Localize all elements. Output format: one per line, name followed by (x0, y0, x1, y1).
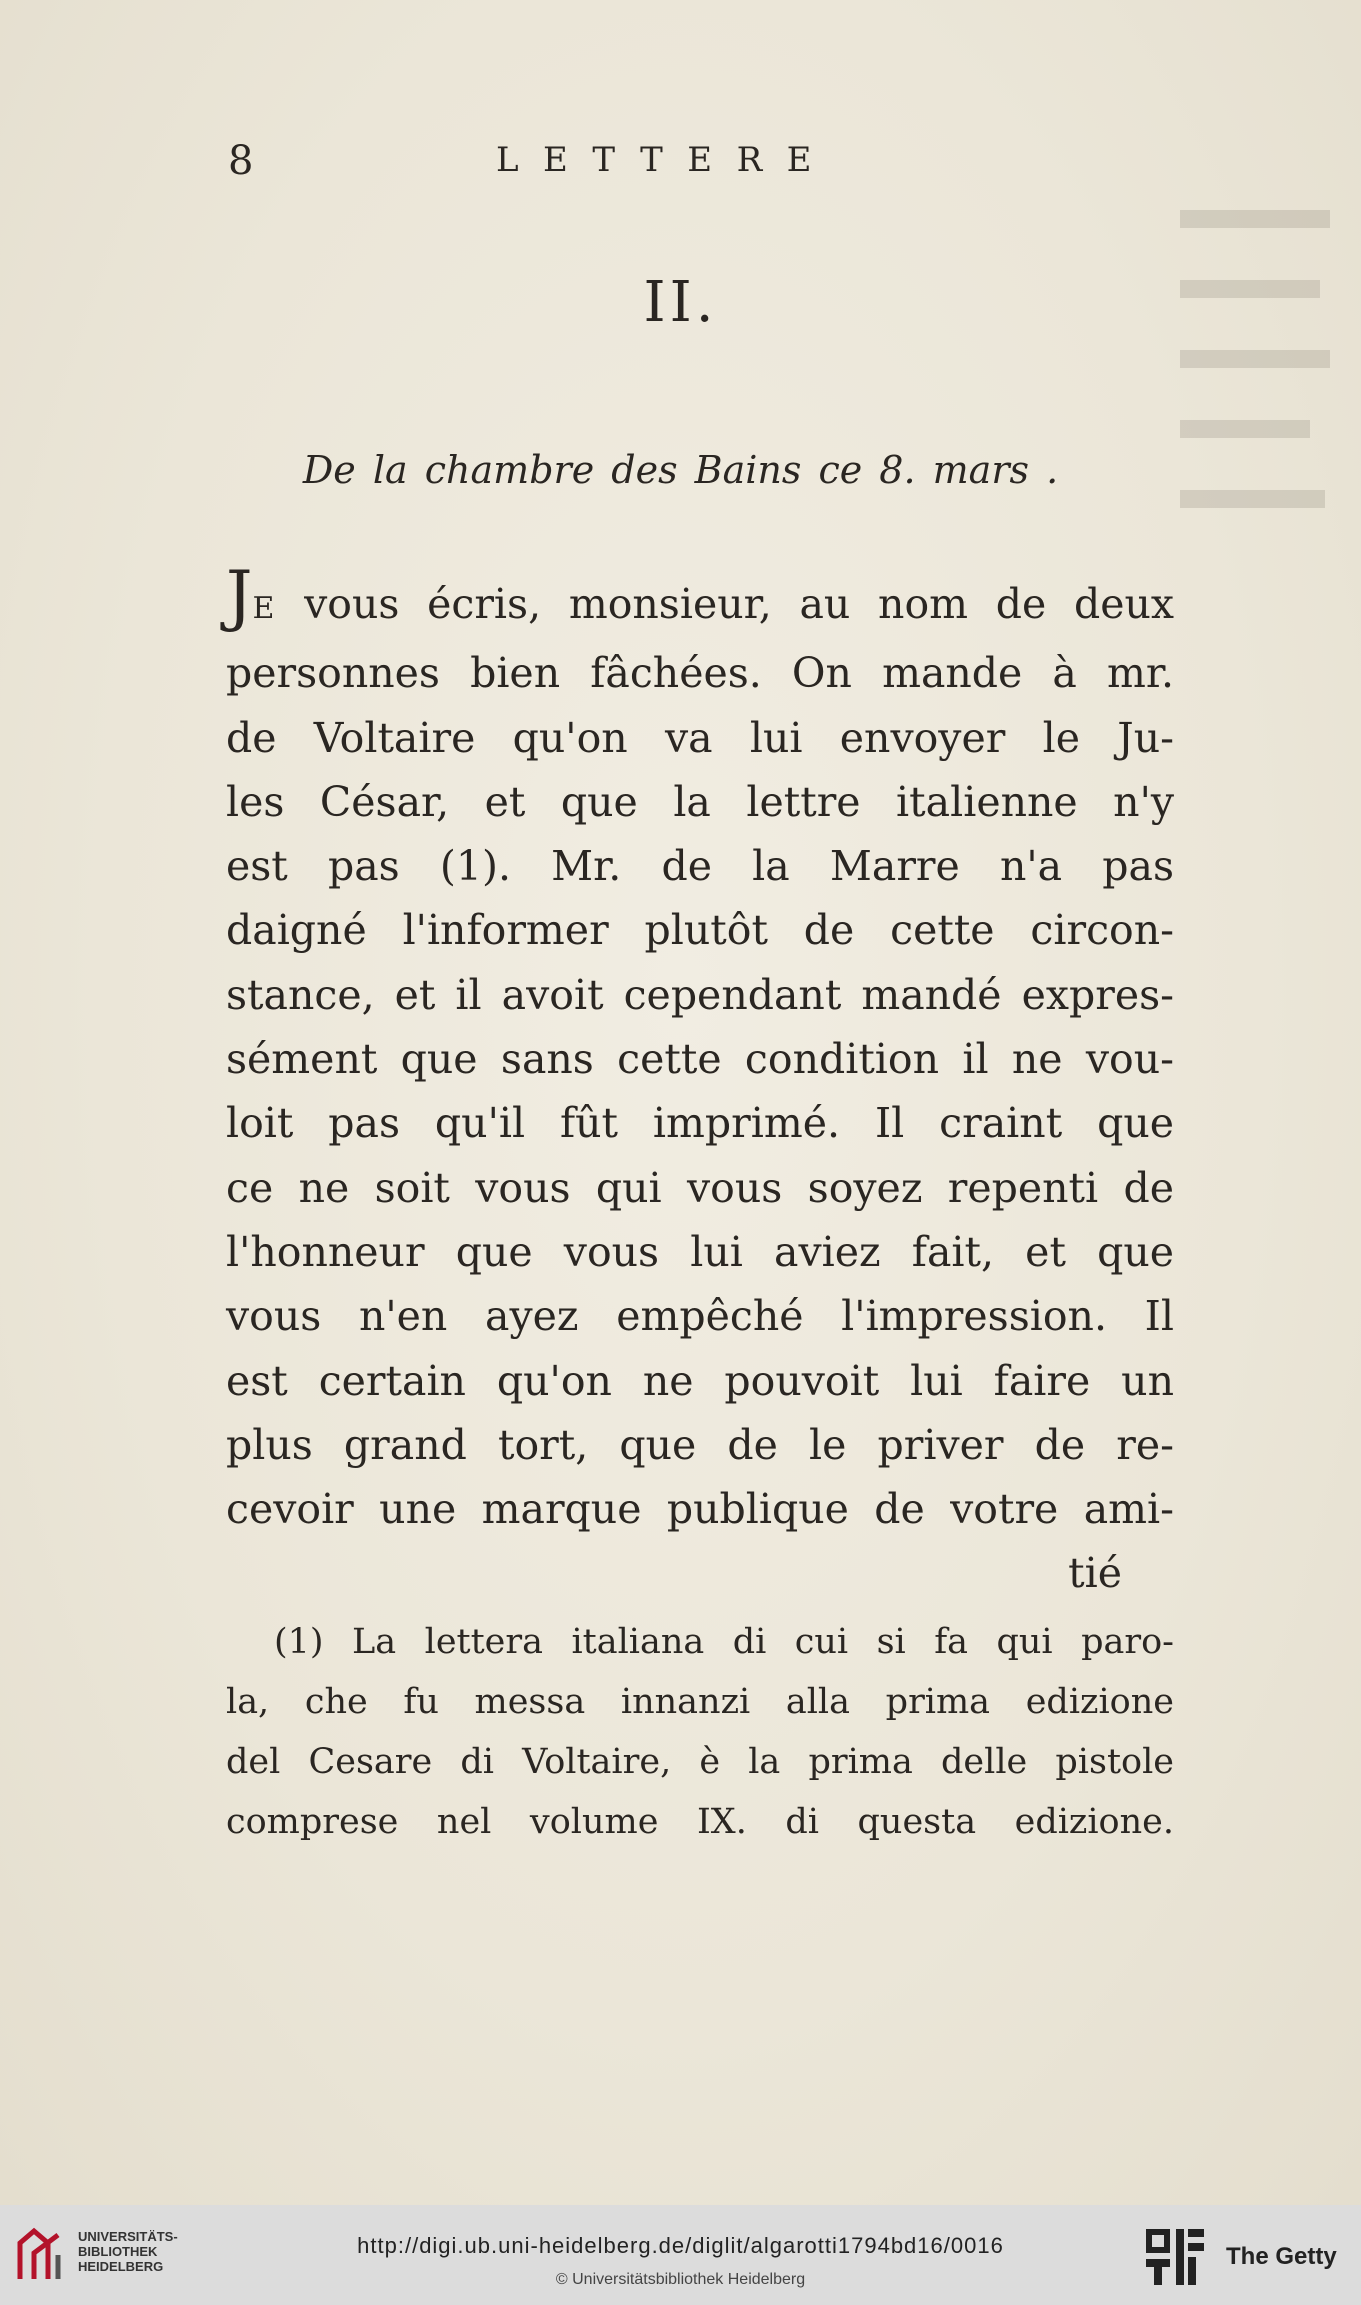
body-line: loit pas qu'il fût imprimé. Il craint que (226, 1099, 1174, 1148)
body-line: l'honneur que vous lui aviez fait, et que (226, 1227, 1174, 1276)
body-line-text: vous écris, monsieur, au nom de deux (276, 580, 1174, 628)
body-line: stance, et il avoit cependant mandé expres- (226, 970, 1174, 1019)
body-line: cevoir une marque publique de votre ami- (226, 1485, 1174, 1534)
dateline: De la chambre des Bains ce 8. mars . (302, 448, 1059, 492)
partner-name: The Getty (1226, 2243, 1337, 2270)
library-name-line: HEIDELBERG (78, 2259, 164, 2274)
letter-body (226, 557, 1174, 1606)
viewer-footer (0, 2205, 1361, 2305)
body-line: est certain qu'on ne pouvoit lui faire un (226, 1356, 1174, 1405)
getty-logo-icon (1144, 2227, 1206, 2287)
permalink-url[interactable]: http://digi.ub.uni-heidelberg.de/diglit/algarotti1794bd16/0016 (357, 2233, 1004, 2258)
body-line: ce ne soit vous qui vous soyez repenti de (226, 1163, 1174, 1212)
body-line (226, 557, 1174, 641)
body-line: est pas (1). Mr. de la Marre n'a pas (226, 842, 1174, 891)
library-name-line: BIBLIOTHEK (78, 2244, 158, 2259)
page-header (228, 138, 920, 198)
body-line: personnes bien fâchées. On mande à mr. (226, 649, 1174, 698)
drop-cap: J (226, 557, 253, 634)
small-caps: E (252, 591, 277, 626)
body-line: sément que sans cette condition il ne vou- (226, 1035, 1174, 1084)
footnote-line: la, che fu messa innanzi alla prima edizione (226, 1682, 1174, 1722)
footnote-line: del Cesare di Voltaire, è la prima delle pistole (226, 1742, 1174, 1782)
footnote-line: (1) La lettera italiana di cui si fa qui paro- (274, 1622, 1174, 1662)
running-title: LETTERE (496, 140, 836, 180)
body-line: plus grand tort, que de le priver de re- (226, 1420, 1174, 1469)
letter-number: II. (643, 270, 718, 335)
copyright-notice: © Universitätsbibliothek Heidelberg (555, 2271, 806, 2288)
footnote-line: comprese nel volume IX. di questa edizione. (226, 1802, 1174, 1842)
bleed-through-shadow (1180, 210, 1340, 550)
body-line: daigné l'informer plutôt de cette circon- (226, 906, 1174, 955)
body-line: vous n'en ayez empêché l'impression. Il (226, 1292, 1174, 1341)
footnote (226, 1612, 1174, 1852)
catchword: tié (1068, 1549, 1122, 1598)
body-line: de Voltaire qu'on va lui envoyer le Ju- (226, 713, 1174, 762)
body-line: les César, et que la lettre italienne n'y (226, 777, 1174, 826)
library-name-line: UNIVERSITÄTS- (78, 2229, 178, 2244)
page-number: 8 (228, 138, 254, 184)
